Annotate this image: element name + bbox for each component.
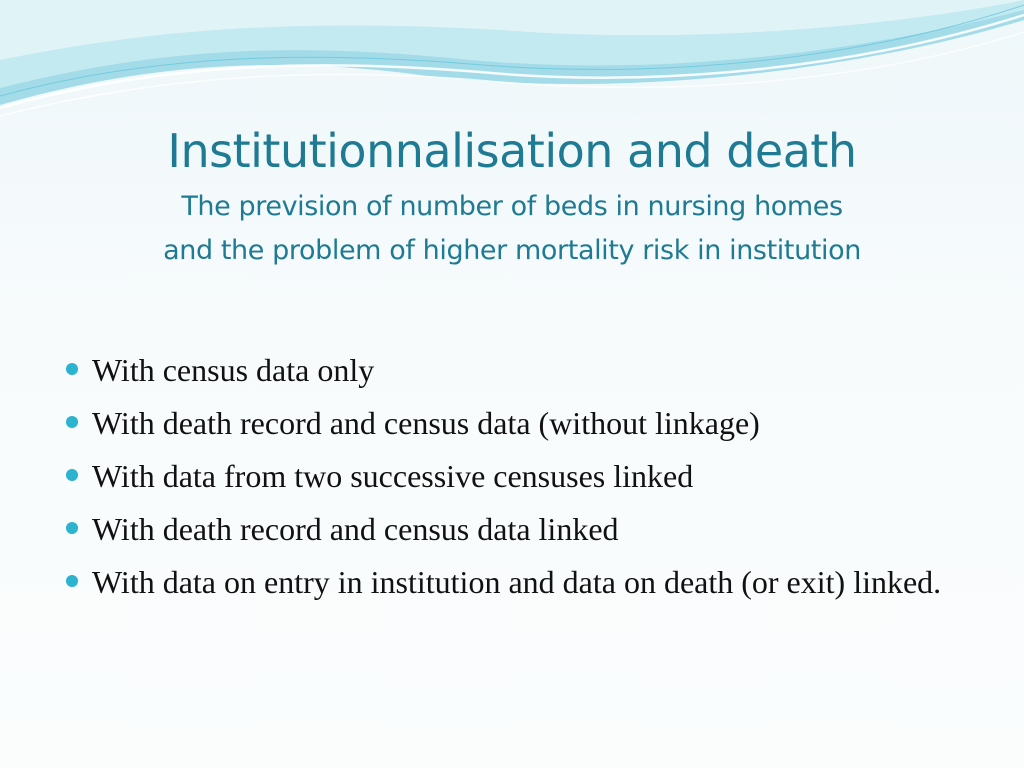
bullet-icon [66, 522, 78, 534]
bullet-item [62, 507, 982, 552]
bullet-item [62, 401, 982, 446]
slide-subtitle-line-2: and the problem of higher mortality risk in institution [163, 235, 861, 266]
bullet-text: With data on entry in institution and data on death (or exit) linked. [92, 564, 942, 600]
decorative-wave-header [0, 0, 1024, 140]
bullet-list [62, 348, 982, 613]
bullet-icon [66, 363, 78, 375]
bullet-icon [66, 416, 78, 428]
slide-title: Institutionnalisation and death [167, 124, 857, 178]
bullet-item [62, 560, 982, 605]
bullet-text: With death record and census data (without linkage) [92, 405, 760, 441]
bullet-text: With data from two successive censuses linked [92, 458, 694, 494]
bullet-icon [66, 469, 78, 481]
bullet-icon [66, 575, 78, 587]
bullet-text: With census data only [92, 352, 375, 388]
bullet-text: With death record and census data linked [92, 511, 619, 547]
bullet-item [62, 348, 982, 393]
slide-subtitle-line-1: The prevision of number of beds in nursing homes [181, 191, 843, 222]
bullet-item [62, 454, 982, 499]
title-block [40, 120, 984, 276]
